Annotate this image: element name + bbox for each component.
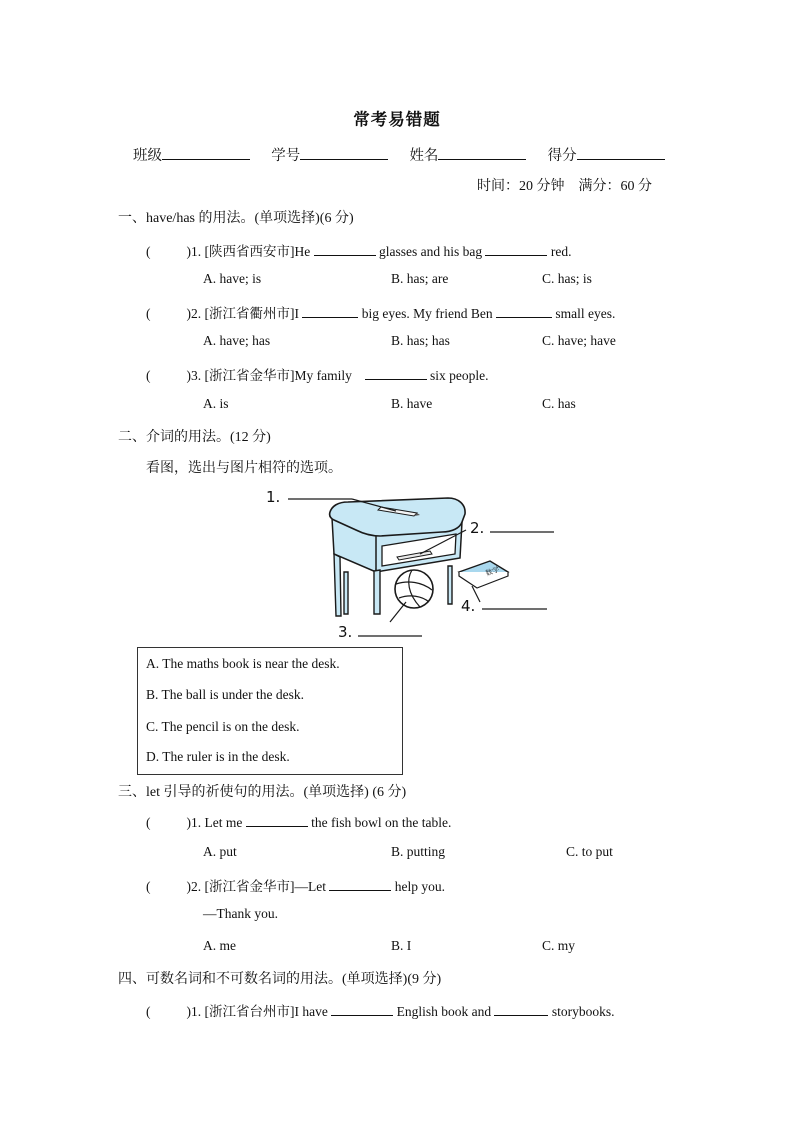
question-text: small eyes. bbox=[555, 306, 616, 321]
score-field[interactable] bbox=[577, 146, 665, 160]
fill-blank[interactable] bbox=[246, 813, 308, 827]
s3-question-1 bbox=[146, 813, 451, 831]
option-c: C. my bbox=[542, 938, 576, 953]
question-text: red. bbox=[550, 244, 572, 259]
question-text: the fish bowl on the table. bbox=[311, 815, 452, 830]
option-c: C. have; have bbox=[542, 333, 616, 348]
option-a: A. is bbox=[203, 396, 229, 411]
s1-question-3 bbox=[146, 364, 488, 384]
question-stem: )1. [陕西省西安市]He bbox=[186, 244, 311, 259]
question-text: big eyes. My friend Ben bbox=[361, 306, 493, 321]
question-stem: )3. [浙江省金华市]My family bbox=[186, 368, 352, 383]
id-field[interactable] bbox=[300, 146, 388, 160]
info-row bbox=[133, 144, 665, 165]
fill-blank[interactable] bbox=[314, 242, 376, 256]
paren-left: ( bbox=[146, 879, 151, 894]
option-c: C. has; is bbox=[542, 271, 592, 286]
option-b: B. putting bbox=[391, 844, 446, 859]
question-stem: )1. [浙江省台州市]I have bbox=[186, 1004, 328, 1019]
desk-leg bbox=[344, 572, 348, 614]
question-text: six people. bbox=[429, 368, 489, 383]
box-option-c: C. The pencil is on the desk. bbox=[146, 719, 300, 734]
options-box bbox=[137, 647, 403, 775]
question-stem: )1. Let me bbox=[186, 815, 243, 830]
option-b: B. have bbox=[391, 396, 433, 411]
name-field[interactable] bbox=[438, 146, 526, 160]
label-1: 1. bbox=[266, 488, 281, 506]
desk-leg bbox=[448, 566, 452, 604]
name-label: 姓名 bbox=[409, 148, 439, 164]
id-label: 学号 bbox=[271, 148, 301, 164]
question-stem: )2. [浙江省衢州市]I bbox=[186, 306, 299, 321]
page-title: 常考易错题 bbox=[353, 110, 441, 129]
option-a: A. have; has bbox=[203, 333, 271, 348]
desk-leg bbox=[334, 554, 341, 616]
option-a: A. have; is bbox=[203, 271, 262, 286]
class-label: 班级 bbox=[133, 148, 162, 164]
question-text: help you. bbox=[394, 879, 445, 894]
section-1-heading: 一、have/has 的用法。(单项选择)(6 分) bbox=[118, 211, 354, 226]
label-2: 2. bbox=[470, 519, 485, 537]
paren-left: ( bbox=[146, 368, 151, 383]
section-2-heading: 二、介词的用法。(12 分) bbox=[118, 430, 271, 445]
fill-blank[interactable] bbox=[329, 877, 391, 891]
question-text: glasses and his bag bbox=[378, 244, 483, 259]
question-text: storybooks. bbox=[551, 1004, 615, 1019]
ball bbox=[395, 570, 433, 608]
option-b: B. has; has bbox=[391, 333, 450, 348]
paren-left: ( bbox=[146, 244, 151, 259]
instruction-text: 看图，选出与图片相符的选项。 bbox=[146, 461, 342, 476]
paren-left: ( bbox=[146, 306, 151, 321]
s1-question-2 bbox=[146, 302, 615, 322]
question-stem: )2. [浙江省金华市]—Let bbox=[186, 879, 326, 894]
s3-question-2 bbox=[146, 875, 445, 895]
box-option-a: A. The maths book is near the desk. bbox=[146, 656, 340, 671]
desk-leg bbox=[374, 570, 380, 614]
fill-blank[interactable] bbox=[496, 304, 552, 318]
paren-left: ( bbox=[146, 1004, 151, 1019]
class-field[interactable] bbox=[162, 146, 250, 160]
time-score-text: 时间：20 分钟 满分：60 分 bbox=[477, 179, 652, 194]
fill-blank[interactable] bbox=[331, 1002, 393, 1016]
label-3: 3. bbox=[338, 623, 353, 641]
reply-text: —Thank you. bbox=[203, 906, 278, 921]
section-3-heading: 三、let 引导的祈使句的用法。(单项选择) (6 分) bbox=[118, 785, 407, 800]
s1-question-1 bbox=[146, 240, 571, 260]
pointer-line bbox=[390, 602, 406, 622]
option-b: B. has; are bbox=[391, 271, 449, 286]
label-4: 4. bbox=[461, 597, 476, 615]
paren-left: ( bbox=[146, 815, 151, 830]
book-title: 数学 bbox=[484, 565, 501, 578]
box-option-b: B. The ball is under the desk. bbox=[146, 687, 304, 702]
desk-illustration bbox=[262, 484, 562, 644]
fill-blank[interactable] bbox=[302, 304, 358, 318]
score-label: 得分 bbox=[547, 148, 577, 164]
fill-blank[interactable] bbox=[494, 1002, 548, 1016]
option-b: B. I bbox=[391, 938, 412, 953]
question-text: English book and bbox=[396, 1004, 492, 1019]
option-c: C. has bbox=[542, 396, 576, 411]
option-c: C. to put bbox=[566, 844, 613, 859]
option-a: A. me bbox=[203, 938, 236, 953]
s4-question-1 bbox=[146, 1000, 614, 1020]
fill-blank[interactable] bbox=[365, 366, 427, 380]
fill-blank[interactable] bbox=[485, 242, 547, 256]
box-option-d: D. The ruler is in the desk. bbox=[146, 749, 290, 764]
section-4-heading: 四、可数名词和不可数名词的用法。(单项选择)(9 分) bbox=[118, 972, 442, 987]
option-a: A. put bbox=[203, 844, 237, 859]
